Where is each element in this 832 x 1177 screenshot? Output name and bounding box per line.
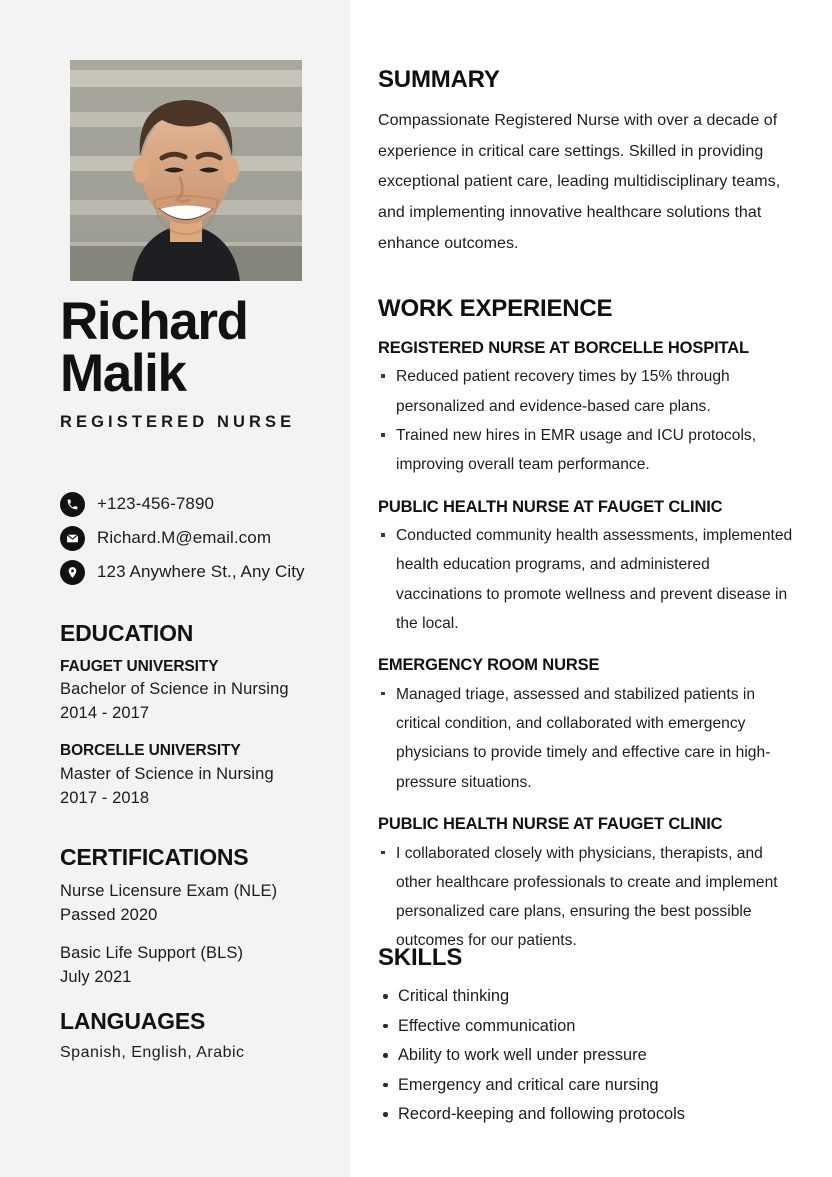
job-bullets xyxy=(378,521,796,638)
location-icon xyxy=(60,560,85,585)
skill-item: Ability to work well under pressure xyxy=(378,1041,796,1071)
job-bullet: Trained new hires in EMR usage and ICU protocols, improving overall team performance. xyxy=(378,421,796,480)
work-experience-section xyxy=(378,295,796,956)
certification-name: Nurse Licensure Exam (NLE) xyxy=(60,882,278,900)
certification-entry xyxy=(60,880,345,928)
education-entry xyxy=(60,656,345,726)
languages-heading: LANGUAGES xyxy=(60,1008,206,1034)
contact-item-phone[interactable] xyxy=(60,487,350,521)
education-entry xyxy=(60,740,345,810)
job-title-subtitle: REGISTERED NURSE xyxy=(60,412,296,431)
phone-icon xyxy=(60,492,85,517)
certification-entry xyxy=(60,942,345,990)
job-bullet: Conducted community health assessments, implemented health education programs, and administered vaccinations to promote wellness and prevent disease in the local. xyxy=(378,521,796,638)
languages-value: Spanish, English, Arabic xyxy=(60,1044,245,1061)
sidebar xyxy=(0,0,350,1177)
job-title: EMERGENCY ROOM NURSE xyxy=(378,656,600,675)
first-name: Richard xyxy=(60,292,248,351)
skills-section xyxy=(378,944,796,1130)
profile-photo xyxy=(70,60,302,281)
education-school: BORCELLE UNIVERSITY xyxy=(60,742,241,760)
education-heading: EDUCATION xyxy=(60,620,194,646)
skill-item: Record-keeping and following protocols xyxy=(378,1100,796,1130)
job-entry xyxy=(378,338,796,480)
certification-name: Basic Life Support (BLS) xyxy=(60,943,244,962)
certifications-heading: CERTIFICATIONS xyxy=(60,844,249,870)
job-bullets xyxy=(378,680,796,797)
job-title: REGISTERED NURSE AT BORCELLE HOSPITAL xyxy=(378,339,749,357)
email-icon xyxy=(60,526,85,551)
last-name: Malik xyxy=(60,343,186,403)
phone-value: +123-456-7890 xyxy=(97,494,215,513)
name-block xyxy=(60,292,340,432)
skills-list xyxy=(378,982,796,1130)
certification-date: Passed 2020 xyxy=(60,905,158,924)
job-bullets xyxy=(378,839,796,956)
job-bullet: Managed triage, assessed and stabilized patients in critical condition, and collaborated with emergency physicians to provide timely and effective care in high-pressure situations. xyxy=(378,680,796,797)
contact-item-email[interactable] xyxy=(60,521,350,555)
email-value: Richard.M@email.com xyxy=(97,528,272,547)
certification-date: July 2021 xyxy=(60,967,132,986)
job-entry xyxy=(378,497,796,639)
address-value: 123 Anywhere St., Any City xyxy=(97,562,305,581)
certifications-section xyxy=(60,844,345,1004)
education-school: FAUGET UNIVERSITY xyxy=(60,658,219,675)
skill-item: Emergency and critical care nursing xyxy=(378,1071,796,1101)
education-degree: Master of Science in Nursing xyxy=(60,764,274,783)
summary-section xyxy=(378,66,796,260)
summary-text: Compassionate Registered Nurse with over a decade of experience in critical care settings. Skilled in providing exceptional patient care, leading multidisciplinary teams, and implementing innovative healthcare solutions that enhance outcomes. xyxy=(378,112,781,252)
summary-heading: SUMMARY xyxy=(378,66,500,93)
skill-item: Critical thinking xyxy=(378,982,796,1012)
education-years: 2017 - 2018 xyxy=(60,788,150,807)
job-title: PUBLIC HEALTH NURSE AT FAUGET CLINIC xyxy=(378,497,723,516)
contact-list xyxy=(60,487,350,589)
contact-item-address[interactable] xyxy=(60,555,350,589)
work-experience-heading: WORK EXPERIENCE xyxy=(378,295,613,322)
education-years: 2014 - 2017 xyxy=(60,704,150,723)
job-title: PUBLIC HEALTH NURSE AT FAUGET CLINIC xyxy=(378,815,723,834)
job-bullet: I collaborated closely with physicians, therapists, and other healthcare professionals to create and implement personalized care plans, ensuring the best possible outcomes for our patients. xyxy=(378,839,796,956)
portrait-image xyxy=(70,60,302,281)
job-entry xyxy=(378,814,796,956)
languages-section xyxy=(60,1008,345,1062)
job-bullets xyxy=(378,362,796,479)
skills-heading: SKILLS xyxy=(378,944,463,971)
job-entry xyxy=(378,655,796,797)
job-bullet: Reduced patient recovery times by 15% through personalized and evidence-based care plans. xyxy=(378,362,796,421)
skill-item: Effective communication xyxy=(378,1012,796,1042)
education-degree: Bachelor of Science in Nursing xyxy=(60,680,289,699)
education-section xyxy=(60,620,345,825)
